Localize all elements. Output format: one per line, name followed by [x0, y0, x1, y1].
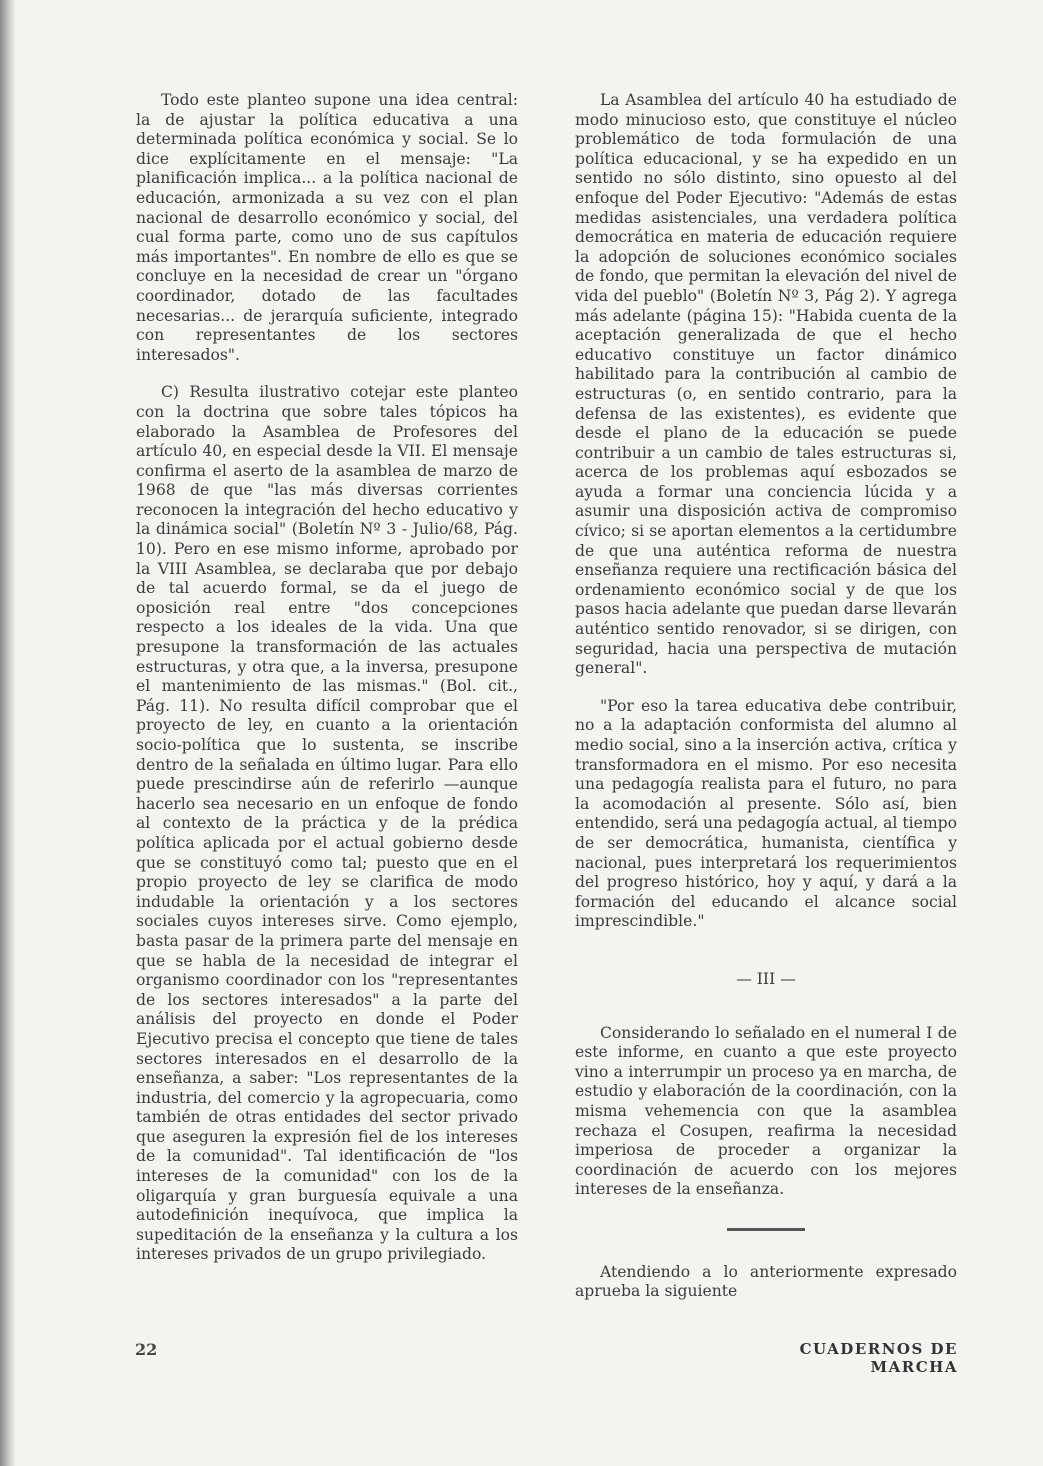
- page-binding-shadow: [0, 0, 16, 1466]
- section-paragraph: Considerando lo señalado en el numeral I de este informe, en cuanto a que este proyecto vino a interrumpir un proceso ya en marcha, de estudio y elaboración de la coordinación, con la misma vehemencia con que la asamblea rechaza el Cosupen, reafirma la necesidad imperiosa de proceder a organizar la coordinación de acuerdo con los mejores intereses de la enseñanza.: [575, 1023, 957, 1199]
- left-column: [136, 91, 518, 1265]
- closing-paragraph: Atendiendo a lo anteriormente expresado aprueba la siguiente: [575, 1262, 957, 1301]
- right-paragraph-1: La Asamblea del artículo 40 ha estudiado de modo minucioso esto, que constituye el núcleo problemático de toda formulación de una política educacional, y se ha expedido en un sentido no sólo distinto, sino opuesto al del enfoque del Poder Ejecutivo: "Además de estas medidas asistenciales, una verdadera política democrática en materia de educación requiere la adopción de soluciones económico sociales de fondo, que permitan la elevación del nivel de vida del pueblo" (Boletín Nº 3, Pág 2). Y agrega más adelante (página 15): "Habida cuenta de la aceptación generalizada de que el hecho educativo constituye un factor dinámico habilitado para la contribución al cambio de estructuras (o, en sentido contrario, para la defensa de las existentes), es evidente que desde el plano de la educación se puede contribuir a un cambio de tales estructuras si, acerca de los problemas aquí esbozados se ayuda a formar una conciencia lúcida y a asumir una disposición activa de compromiso cívico; si se aportan elementos a la certidumbre de que una auténtica reforma de nuestra enseñanza requiere una rectificación básica del ordenamiento económico social y de que los pasos hacia adelante que puedan darse llevarán auténtico sentido renovador, si se dirigen, con seguridad, hacia una perspectiva de mutación general".: [575, 91, 957, 678]
- page-number: 22: [135, 1340, 158, 1359]
- journal-name: CUADERNOS DE MARCHA: [799, 1340, 958, 1376]
- right-paragraph-2: "Por eso la tarea educativa debe contribuir, no a la adaptación conformista del alumno al medio social, sino a la inserción activa, crítica y transformadora en el mismo. Por eso necesita una pedagogía realista para el futuro, no para la acomodación al presente. Sólo así, bien entendido, será una pedagogía actual, al tiempo de ser democrática, humanista, científica y nacional, pues interpretará los requerimientos del progreso histórico, hoy y aquí, y dará a la formación del educando el alcance social imprescindible.": [575, 696, 957, 931]
- left-paragraph-2: C) Resulta ilustrativo cotejar este planteo con la doctrina que sobre tales tópicos ha elaborado la Asamblea de Profesores del artículo 40, en especial desde la VII. El mensaje confirma el aserto de la asamblea de marzo de 1968 de que "las más diversas corrientes reconocen la integración del hecho educativo y la dinámica social" (Boletín Nº 3 - Julio/68, Pág. 10). Pero en ese mismo informe, aprobado por la VIII Asamblea, se declaraba que por debajo de tal acuerdo formal, se da el juego de oposición real entre "dos concepciones respecto a los ideales de la vida. Una que presupone la transformación de las actuales estructuras, y otra que, a la inversa, presupone el mantenimiento de las mismas." (Bol. cit., Pág. 11). No resulta difícil comprobar que el proyecto de ley, en cuanto a la orientación socio-política que lo sustenta, se inscribe dentro de la señalada en último lugar. Para ello puede prescindirse aún de referirlo —aunque hacerlo sea necesario en un enfoque de fondo al contexto de la práctica y de la prédica política aplicada por el actual gobierno desde que se constituyó como tal; puesto que en el propio proyecto de ley se clarifica de modo indudable la orientación y a los sectores sociales cuyos intereses sirve. Como ejemplo, basta pasar de la primera parte del mensaje en que se habla de la necesidad de integrar el organismo coordinador con los "representantes de los sectores interesados" a la parte del análisis del proyecto en donde el Poder Ejecutivo precisa el concepto que tiene de tales sectores interesados en el desarrollo de la enseñanza, a saber: "Los representantes de la industria, del comercio y la agropecuaria, como también de otras entidades del sector privado que aseguren la expresión fiel de los intereses de la comunidad". Tal identificación de "los intereses de la comunidad" con los de la oligarquía y gran burguesía equivale a una autodefinición inequívoca, que implica la supeditación de la enseñanza y la cultura a los intereses privados de un grupo privilegiado.: [136, 383, 518, 1264]
- right-column: [575, 91, 957, 1302]
- divider-rule: [727, 1228, 805, 1231]
- section-heading: — III —: [736, 969, 796, 988]
- left-paragraph-1: Todo este planteo supone una idea central: la de ajustar la política educativa a una determinada política económica y social. Se lo dice explícitamente en el mensaje: "La planificación implica... a la política nacional de educación, armonizada a su vez con el plan nacional de desarrollo económico y social, del cual forma parte, como uno de sus capítulos más importantes". En nombre de ello es que se concluye en la necesidad de crear un "órgano coordinador, dotado de las facultades necesarias... de jerarquía suficiente, integrado con representantes de los sectores interesados".: [136, 91, 518, 364]
